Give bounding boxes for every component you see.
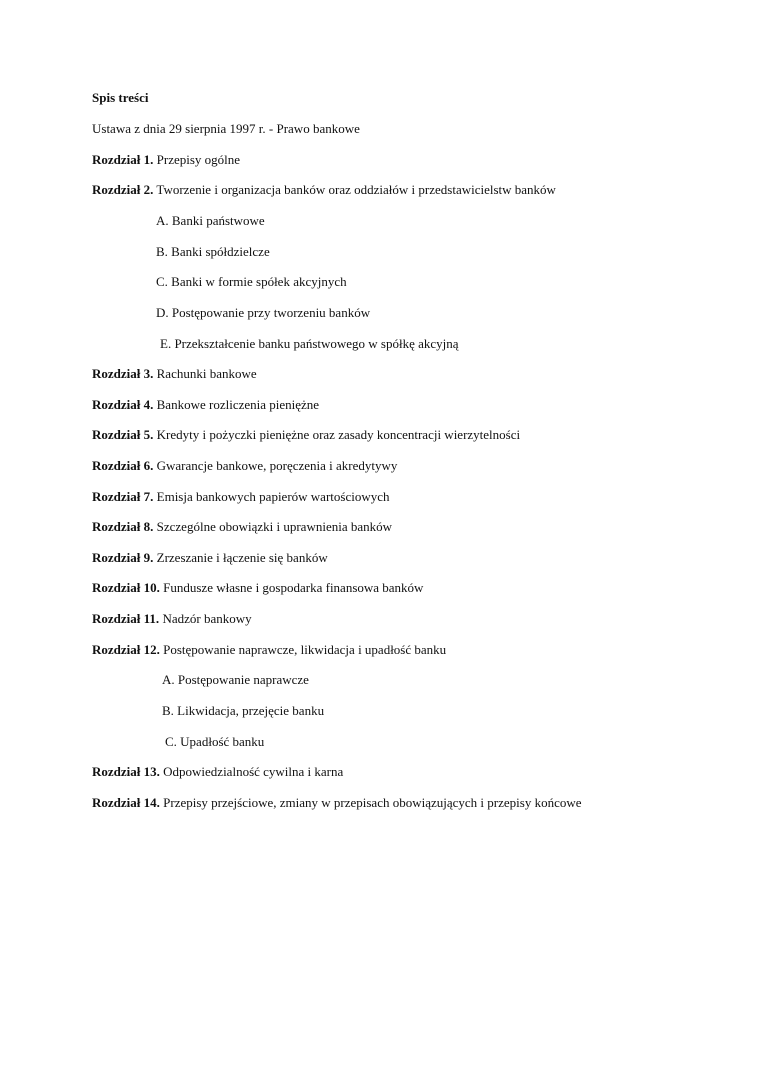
toc-section-2c[interactable]: C. Banki w formie spółek akcyjnych bbox=[156, 274, 347, 289]
chapter-label: Rozdział 6. bbox=[92, 458, 154, 473]
chapter-title: Odpowiedzialność cywilna i karna bbox=[163, 764, 344, 779]
toc-chapter-13[interactable] bbox=[92, 764, 343, 780]
toc-section-2b[interactable]: B. Banki spółdzielcze bbox=[156, 244, 270, 259]
chapter-label: Rozdział 5. bbox=[92, 427, 154, 442]
chapter-label: Rozdział 12. bbox=[92, 642, 160, 657]
toc-section-2d[interactable]: D. Postępowanie przy tworzeniu banków bbox=[156, 305, 371, 320]
chapter-label: Rozdział 11. bbox=[92, 611, 160, 626]
toc-chapter-5[interactable] bbox=[92, 427, 520, 443]
toc-chapter-9[interactable] bbox=[92, 550, 328, 566]
chapter-title: Bankowe rozliczenia pieniężne bbox=[156, 397, 320, 412]
toc-section-12a[interactable]: A. Postępowanie naprawcze bbox=[162, 672, 309, 687]
toc-section-12b[interactable]: B. Likwidacja, przejęcie banku bbox=[162, 703, 325, 718]
toc-chapter-8[interactable] bbox=[92, 519, 392, 535]
toc-chapter-2[interactable] bbox=[92, 182, 556, 198]
chapter-title: Przepisy ogólne bbox=[156, 152, 241, 167]
chapter-title: Nadzór bankowy bbox=[162, 611, 252, 626]
toc-section-2e[interactable]: E. Przekształcenie banku państwowego w spółkę akcyjną bbox=[160, 336, 459, 351]
chapter-title: Gwarancje bankowe, poręczenia i akredytywy bbox=[156, 458, 398, 473]
toc-chapter-7[interactable] bbox=[92, 489, 390, 505]
chapter-label: Rozdział 1. bbox=[92, 152, 154, 167]
chapter-title: Przepisy przejściowe, zmiany w przepisach obowiązujących i przepisy końcowe bbox=[163, 795, 582, 810]
toc-title: Spis treści bbox=[92, 90, 149, 105]
chapter-label: Rozdział 3. bbox=[92, 366, 154, 381]
toc-chapter-1[interactable] bbox=[92, 152, 240, 168]
toc-chapter-10[interactable] bbox=[92, 580, 423, 596]
chapter-label: Rozdział 7. bbox=[92, 489, 154, 504]
toc-chapter-14[interactable] bbox=[92, 795, 582, 811]
toc-chapter-11[interactable] bbox=[92, 611, 252, 627]
toc-section-2a[interactable]: A. Banki państwowe bbox=[156, 213, 265, 228]
act-title: Ustawa z dnia 29 sierpnia 1997 r. - Prawo bankowe bbox=[92, 121, 360, 136]
chapter-title: Emisja bankowych papierów wartościowych bbox=[156, 489, 390, 504]
chapter-title: Szczególne obowiązki i uprawnienia banków bbox=[156, 519, 393, 534]
chapter-title: Postępowanie naprawcze, likwidacja i upadłość banku bbox=[163, 642, 447, 657]
toc-chapter-4[interactable] bbox=[92, 397, 319, 413]
toc-chapter-12[interactable] bbox=[92, 642, 446, 658]
chapter-label: Rozdział 14. bbox=[92, 795, 160, 810]
chapter-title: Rachunki bankowe bbox=[156, 366, 257, 381]
chapter-title: Kredyty i pożyczki pieniężne oraz zasady koncentracji wierzytelności bbox=[156, 427, 521, 442]
chapter-title: Fundusze własne i gospodarka finansowa banków bbox=[163, 580, 424, 595]
chapter-label: Rozdział 8. bbox=[92, 519, 154, 534]
chapter-label: Rozdział 4. bbox=[92, 397, 154, 412]
chapter-label: Rozdział 13. bbox=[92, 764, 160, 779]
chapter-label: Rozdział 10. bbox=[92, 580, 160, 595]
chapter-title: Tworzenie i organizacja banków oraz oddziałów i przedstawicielstw banków bbox=[156, 182, 556, 197]
toc-chapter-6[interactable] bbox=[92, 458, 397, 474]
chapter-label: Rozdział 9. bbox=[92, 550, 154, 565]
chapter-title: Zrzeszanie i łączenie się banków bbox=[156, 550, 328, 565]
toc-section-12c[interactable]: C. Upadłość banku bbox=[165, 734, 265, 749]
chapter-label: Rozdział 2. bbox=[92, 182, 154, 197]
toc-chapter-3[interactable] bbox=[92, 366, 257, 382]
